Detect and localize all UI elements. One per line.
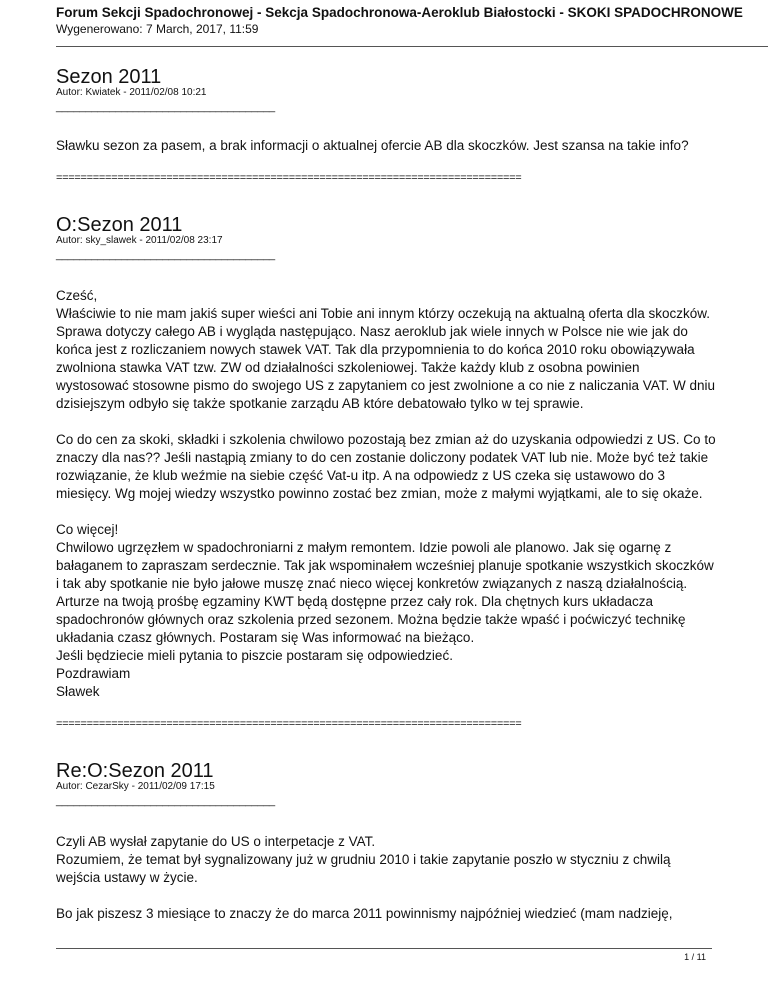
post-paragraph: Bo jak piszesz 3 miesiące to znaczy że do marca 2011 powinnismy najpóźniej wiedzieć (mam nadzieję, (56, 906, 673, 921)
post-author-meta: Autor: CezarSky - 2011/02/09 17:15 (56, 781, 215, 792)
post-paragraph: Co do cen za skoki, składki i szkolenia chwilowo pozostają bez zmian aż do uzyskania odpowiedzi z US. Co to znaczy dla nas?? Jeśli nastąpią zmiany to do cen zostanie doliczony podatek VAT lub nie. Może być też takie rozwiązanie, że klub weźmie na siebie część Vat-u itp. A na odpowiedz z US czeka się ustawowo do 3 miesięcy. Wg mojej wiedzy wszystko powinno zostać bez zmian, może z małymi wyjątkami, ale to się okaże. (56, 432, 716, 501)
post-body (56, 287, 716, 701)
post-title: O:Sezon 2011 (56, 214, 183, 236)
post-paragraph: Co więcej! Chwilowo ugrzęzłem w spadochroniarni z małym remontem. Idzie powoli ale planowo. Jak się ogarnę z bałaganem to zapraszam serdecznie. Tak jak wspominałem wcześniej planuje spotkanie wszystkich skoczków i tak aby spotkanie nie było jałowe muszę znać nieco więcej konkretów związanych z naszą działalnością. Arturze na twoją prośbę egzaminy KWT będą dostępne przez cały rok. Dla chętnych kurs układacza spadochronów głównych oraz szkolenia przed sezonem. Można będzie także wpaść i poćwiczyć technikę układania czasz głównych. Postaram się Was informować na bieżąco. Jeśli będziecie mieli pytania to piszcie postaram się odpowiedzieć. Pozdrawiam Sławek (56, 522, 714, 699)
post (56, 214, 716, 730)
post-title-underline: _____________________________________ (56, 249, 275, 261)
post (56, 760, 716, 923)
posts-container (56, 66, 716, 941)
post-author-meta: Autor: Kwiatek - 2011/02/08 10:21 (56, 87, 207, 98)
post-title: Re:O:Sezon 2011 (56, 760, 214, 782)
generated-date: Wygenerowano: 7 March, 2017, 11:59 (56, 22, 259, 36)
forum-title: Forum Sekcji Spadochronowej - Sekcja Spadochronowa-Aeroklub Białostocki - SKOKI SPADOCHRONOWE (56, 5, 743, 20)
post-title-underline: _____________________________________ (56, 101, 275, 113)
document-header (56, 4, 768, 37)
post (56, 66, 716, 184)
post-paragraph: Czyli AB wysłał zapytanie do US o interpetacje z VAT. Rozumiem, że temat był sygnalizowany już w grudniu 2010 i takie zapytanie poszło w styczniu z chwilą wejścia ustawy w życie. (56, 834, 671, 885)
page-number: 1 / 11 (684, 952, 706, 962)
footer-divider (56, 948, 712, 949)
post-author-meta: Autor: sky_slawek - 2011/02/08 23:17 (56, 235, 223, 246)
post-title-underline: _____________________________________ (56, 795, 275, 807)
post-paragraph: Cześć, Właściwie to nie mam jakiś super wieści ani Tobie ani innym którzy oczekują na aktualną oferta dla skoczków. Sprawa dotyczy całego AB i wygląda następująco. Nasz aeroklub jak wiele innych w Polsce nie wie jak do końca jest z rozliczaniem nowych stawek VAT. Tak dla przypomnienia to do końca 2010 roku obowiązywała zwolniona stawka VAT tzw. ZW od działalności szkoleniowej. Także każdy klub z osobna powinien wystosować stosowne pismo do swojego US z zapytaniem co jest zwolnione a co nie z naliczania VAT. W dniu dzisiejszym odbyło się także spotkanie zarządu AB które debatowało tylko w tej sprawie. (56, 288, 716, 411)
post-body (56, 833, 716, 923)
header-divider (56, 46, 768, 47)
post-separator: ============================================================================ (56, 172, 522, 184)
post-body (56, 137, 716, 155)
post-paragraph: Sławku sezon za pasem, a brak informacji o aktualnej ofercie AB dla skoczków. Jest szansa na takie info? (56, 138, 689, 153)
post-title: Sezon 2011 (56, 66, 162, 88)
post-separator: ============================================================================ (56, 718, 522, 730)
